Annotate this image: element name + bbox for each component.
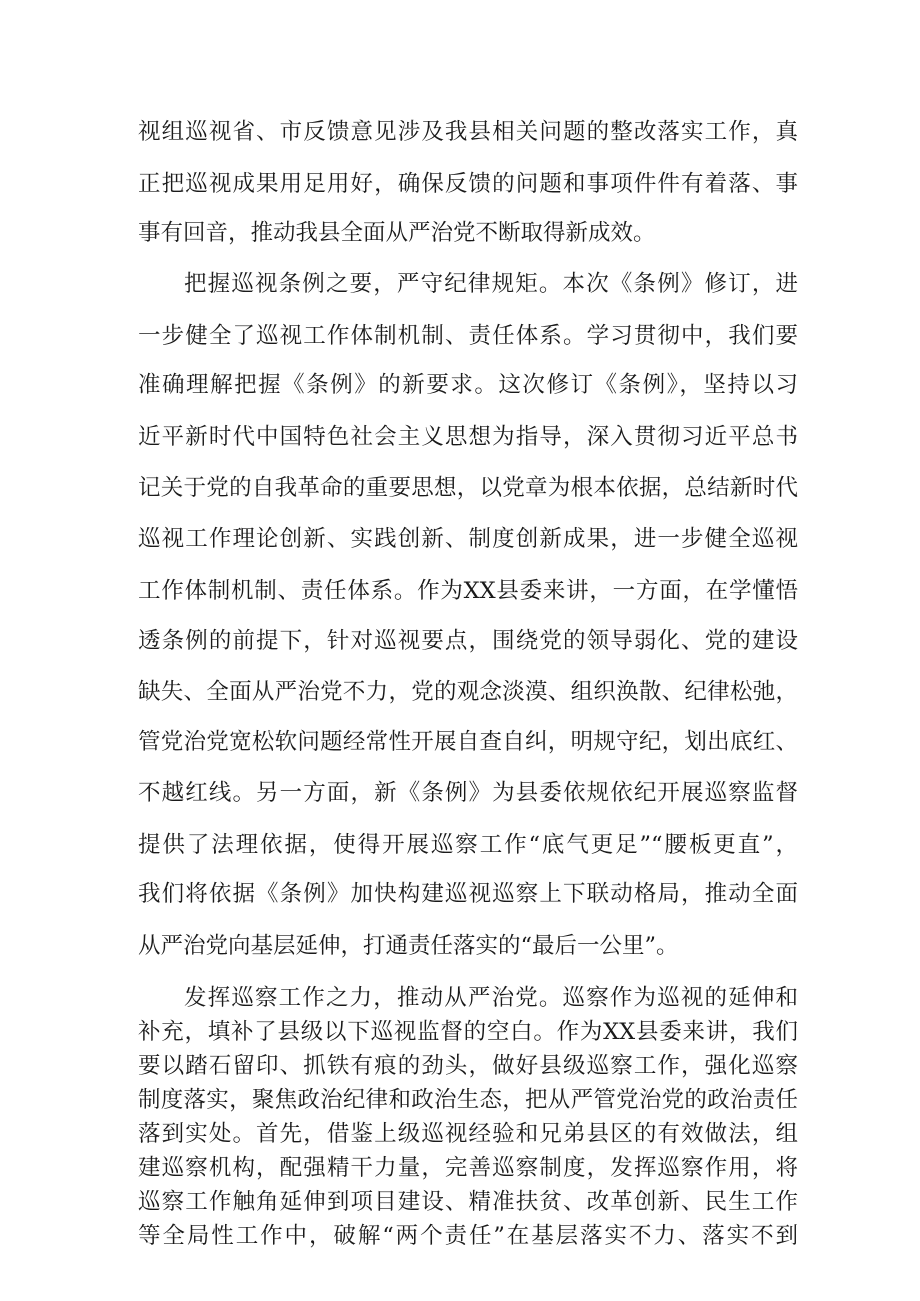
paragraph-2-line-13: 我们将依据《条例》加快构建巡视巡察上下联动格局，推动全面 [138, 881, 798, 907]
paragraph-2-line-3: 准确理解把握《条例》的新要求。这次修订《条例》，坚持以习 [138, 372, 798, 398]
paragraph-3-line-3: 要以踏石留印、抓铁有痕的劲头，做好县级巡察工作，强化巡察 [138, 1053, 798, 1079]
paragraph-2-line-9: 缺失、全面从严治党不力，党的观念淡漠、组织涣散、纪律松弛， [138, 679, 798, 705]
paragraph-2-line-5: 记关于党的自我革命的重要思想，以党章为根本依据，总结新时代 [138, 475, 798, 501]
paragraph-2-line-10: 管党治党宽松软问题经常性开展自查自纠，明规守纪，划出底红、 [138, 729, 798, 755]
paragraph-2-line-2: 一步健全了巡视工作体制机制、责任体系。学习贯彻中，我们要 [138, 323, 798, 349]
paragraph-1-line-3: 事有回音，推动我县全面从严治党不断取得新成效。 [138, 220, 656, 246]
paragraph-3-line-7: 巡察工作触角延伸到项目建设、精准扶贫、改革创新、民生工作 [138, 1189, 798, 1215]
paragraph-2-line-12: 提供了法理依据，使得开展巡察工作“底气更足”“腰板更直”， [138, 832, 798, 858]
paragraph-3-line-6: 建巡察机构，配强精干力量，完善巡察制度，发挥巡察作用，将 [138, 1155, 798, 1181]
paragraph-2-line-6: 巡视工作理论创新、实践创新、制度创新成果，进一步健全巡视 [138, 526, 798, 552]
paragraph-3-line-5: 落到实处。首先，借鉴上级巡视经验和兄弟县区的有效做法，组 [138, 1121, 798, 1147]
paragraph-3-line-4: 制度落实，聚焦政治纪律和政治生态，把从严管党治党的政治责任 [138, 1087, 798, 1113]
paragraph-3-line-8: 等全局性工作中，破解“两个责任”在基层落实不力、落实不到 [138, 1223, 798, 1249]
paragraph-2-line-4: 近平新时代中国特色社会主义思想为指导，深入贯彻习近平总书 [138, 424, 798, 450]
paragraph-2-line-7: 工作体制机制、责任体系。作为XX县委来讲，一方面，在学懂悟 [138, 578, 798, 604]
paragraph-1-line-1: 视组巡视省、市反馈意见涉及我县相关问题的整改落实工作，真 [138, 119, 798, 145]
paragraph-2-line-1: 把握巡视条例之要，严守纪律规矩。本次《条例》修订，进 [184, 271, 798, 297]
paragraph-1-line-2: 正把巡视成果用足用好，确保反馈的问题和事项件件有着落、事 [138, 171, 798, 197]
paragraph-2-line-8: 透条例的前提下，针对巡视要点，围绕党的领导弱化、党的建设 [138, 628, 798, 654]
paragraph-2-line-14: 从严治党向基层延伸，打通责任落实的“最后一公里”。 [138, 933, 679, 959]
paragraph-2-line-11: 不越红线。另一方面，新《条例》为县委依规依纪开展巡察监督 [138, 780, 798, 806]
paragraph-3-line-1: 发挥巡察工作之力，推动从严治党。巡察作为巡视的延伸和 [184, 985, 798, 1011]
paragraph-3-line-2: 补充，填补了县级以下巡视监督的空白。作为XX县委来讲，我们 [138, 1019, 798, 1045]
